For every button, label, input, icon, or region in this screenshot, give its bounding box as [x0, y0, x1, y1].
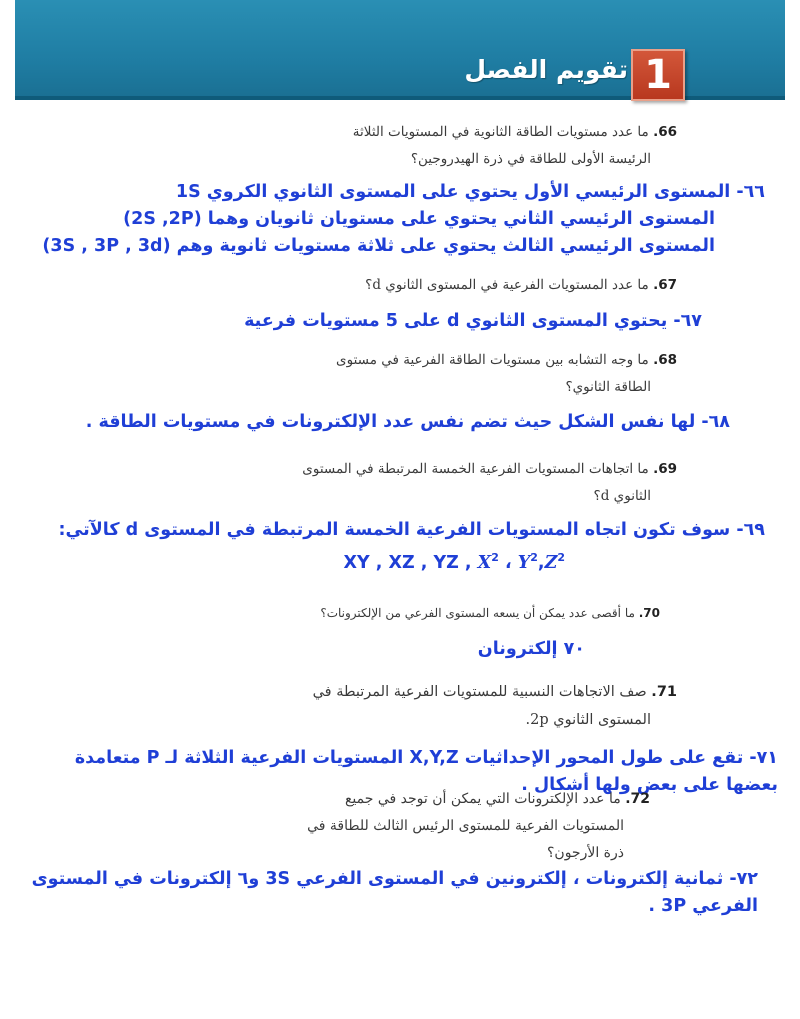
answer-68: [30, 409, 730, 436]
orbital-x: X: [477, 552, 492, 573]
question-number: 71.: [651, 684, 677, 700]
exponent: 2: [557, 551, 565, 564]
question-number: 66.: [653, 124, 677, 140]
question-72: [130, 786, 650, 867]
answer-line: ٦٧- يحتوي المستوى الثانوي d على 5 مستويات فرعية: [244, 311, 702, 331]
chapter-number-badge: 1: [631, 49, 685, 101]
question-text: ما اتجاهات المستويات الفرعية الخمسة المرتبطة في المستوى: [302, 461, 649, 477]
separator: ,: [537, 552, 545, 573]
question-text: ما أقصى عدد يمكن أن يسعه المستوى الفرعي من الإلكترونات؟: [320, 606, 635, 620]
question-66: [117, 119, 677, 173]
answer-67: [102, 308, 702, 335]
question-number: 69.: [653, 461, 677, 477]
question-text: الطاقة الثانوي؟: [565, 379, 651, 395]
exponent: 2: [530, 551, 538, 564]
question-68: [117, 347, 677, 401]
answer-69: [25, 517, 765, 577]
question-text: ذرة الأرجون؟: [546, 845, 624, 861]
page-title: تقويم الفصل: [464, 55, 628, 84]
answer-72: [28, 866, 758, 920]
orbital-z: Z: [544, 552, 558, 573]
exponent: 2: [491, 551, 499, 564]
question-71: [117, 678, 677, 734]
question-69: [117, 456, 677, 510]
question-text: ما عدد مستويات الطاقة الثانوية في المستويات الثلاثة: [352, 124, 649, 140]
question-text: ما وجه التشابه بين مستويات الطاقة الفرعية في مستوى: [336, 352, 649, 368]
question-text: الثانوي d؟: [593, 488, 651, 504]
answer-line: ٧١- تقع على طول المحور الإحداثيات X,Y,Z المستويات الفرعية الثلاثة لـ P متعامدة بعضها على بعض ولها أشكال .: [74, 748, 778, 795]
orbital-y: Y: [517, 552, 531, 573]
question-number: 68.: [653, 352, 677, 368]
answer-line: ٧٠ إلكترونان: [477, 639, 585, 659]
question-number: 72.: [625, 791, 650, 807]
question-text: صف الاتجاهات النسبية للمستويات الفرعية المرتبطة في: [312, 684, 647, 700]
answer-line: ٦٨- لها نفس الشكل حيث تضم نفس عدد الإلكترونات في مستويات الطاقة .: [85, 412, 730, 432]
orbital-labels: XY , XZ , YZ ,: [343, 552, 472, 573]
answer-line: المستوى الرئيسي الثالث يحتوي على ثلاثة مستويات ثانوية وهم (3S , 3P , 3d): [42, 236, 715, 256]
question-number: 67.: [653, 277, 677, 293]
separator: ،: [505, 552, 512, 573]
answer-66: [25, 179, 765, 260]
question-text: المستويات الفرعية للمستوى الرئيس الثالث للطاقة في: [307, 818, 624, 834]
question-text: ما عدد الإلكترونات التي يمكن أن توجد في جميع: [344, 791, 621, 807]
answer-line: ٦٩- سوف تكون اتجاه المستويات الفرعية الخمسة المرتبطة في المستوى d كالآتي:: [58, 520, 765, 540]
question-text: المستوى الثانوي 2p.: [525, 712, 651, 728]
answer-70: [285, 636, 585, 663]
answer-line: ٦٦- المستوى الرئيسي الأول يحتوي على المستوى الثانوي الكروي 1S: [175, 182, 765, 202]
answer-line: المستوى الرئيسي الثاني يحتوي على مستويان ثانويان وهما (2S ,2P): [123, 209, 715, 229]
answer-line: ٧٢- ثمانية إلكترونات ، إلكترونين في المستوى الفرعي 3S و٦ إلكترونات في المستوى الفرعي 3P .: [31, 869, 758, 916]
question-70: [100, 600, 660, 627]
question-67: [117, 272, 677, 299]
orbital-orientations: [343, 544, 565, 577]
question-text: الرئيسة الأولى للطاقة في ذرة الهيدروجين؟: [410, 151, 651, 167]
question-number: 70.: [638, 606, 660, 620]
question-text: ما عدد المستويات الفرعية في المستوى الثانوي d؟: [365, 277, 649, 293]
